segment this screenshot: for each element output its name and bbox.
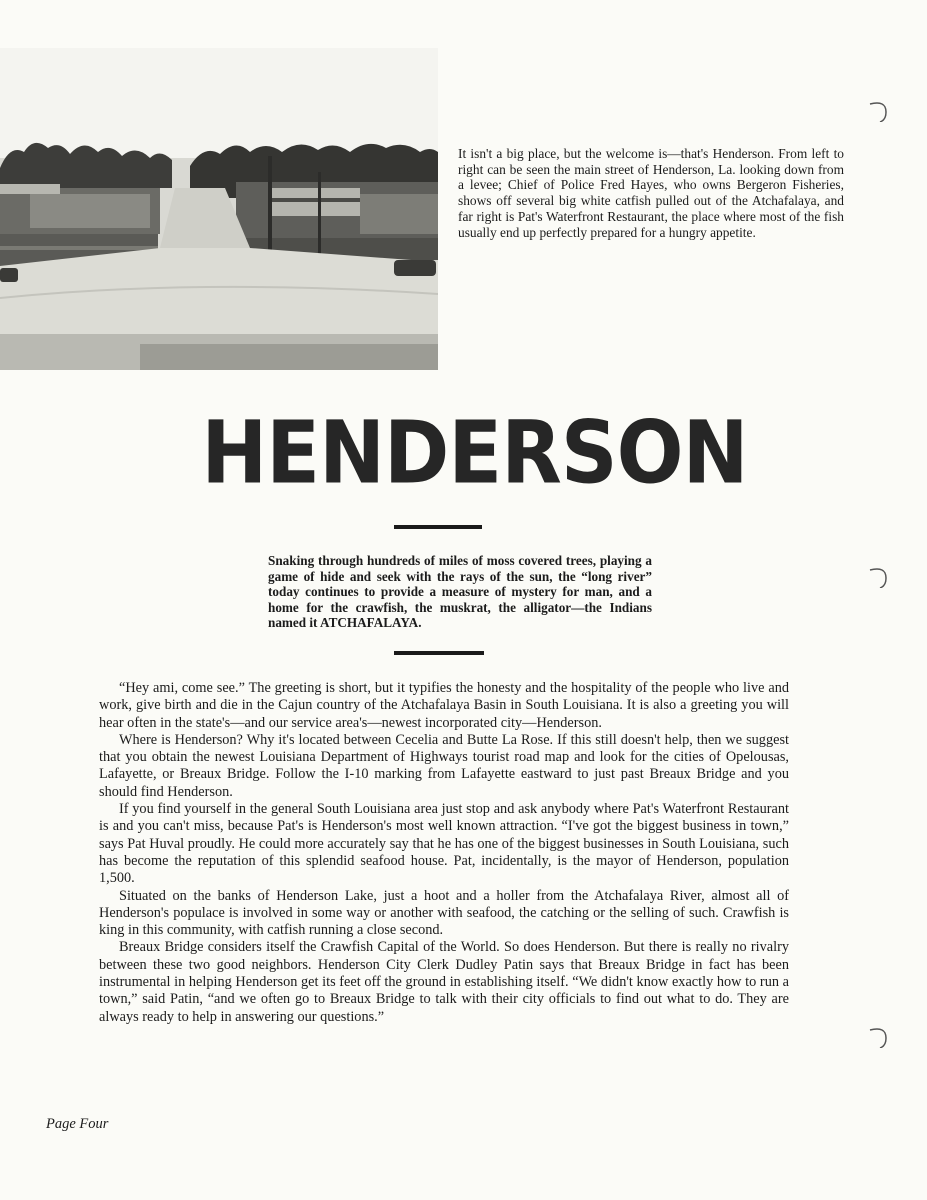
street-photo [0, 48, 438, 370]
binder-hole-icon [868, 1026, 890, 1048]
photo-caption: It isn't a big place, but the welcome is—that's Henderson. From left to right can be seen the main street of Henderson, La. looking down from a levee; Chief of Police Fred Hayes, who owns Bergeron Fisheries, shows off several big white catfish pulled out of the Atchafalaya, and far right is Pat's Waterfront Restaurant, the place where most of the fish usually end up perfectly prepared for a hungry appetite. [458, 146, 844, 240]
binder-hole-icon [868, 566, 890, 588]
body-paragraph: Where is Henderson? Why it's located between Cecelia and Butte La Rose. If this still doesn't help, then we suggest that you obtain the newest Louisiana Department of Highways tourist road map and look for the cities of Opelousas, Lafayette, or Breaux Bridge. Follow the I-10 marking from Lafayette eastward to just past Breaux Bridge and you should find Henderson. [99, 731, 789, 800]
body-paragraph: Breaux Bridge considers itself the Crawfish Capital of the World. So does Henderson. But there is really no rivalry between these two good neighbors. Henderson City Clerk Dudley Patin says that Breaux Bridge in fact has been instrumental in helping Henderson get its feet off the ground in establishing itself. “We didn't know exactly how to run a town,” said Patin, “and we often go to Breaux Bridge to talk with their city officials to find out what to do. They are always ready to help in answering our questions.” [99, 939, 789, 1025]
divider-top [394, 525, 482, 529]
body-paragraph: If you find yourself in the general South Louisiana area just stop and ask anybody where Pat's Waterfront Restaurant is and you can't miss, because Pat's is Henderson's most well known attraction. “I've got the biggest business in town,” says Pat Huval proudly. He could more accurately say that he has one of the biggest businesses in South Louisiana, such has become the reputation of this splendid seafood house. Pat, incidentally, is the mayor of Henderson, population 1,500. [99, 801, 789, 887]
binder-hole-icon [868, 100, 890, 122]
page-title-text: HENDERSON [201, 403, 748, 504]
street-photo-image [0, 48, 438, 370]
page-number: Page Four [46, 1116, 109, 1132]
intro-paragraph: Snaking through hundreds of miles of moss covered trees, playing a game of hide and seek with the rays of the sun, the “long river” today continues to provide a measure of mystery for man, and a home for the crawfish, the muskrat, the alligator—the Indians named it ATCHAFALAYA. [268, 553, 652, 631]
body-paragraph: “Hey ami, come see.” The greeting is short, but it typifies the honesty and the hospitality of the people who live and work, give birth and die in the Cajun country of the Atchafalaya Basin in South Louisiana. It is also a greeting you will hear often in the state's—and our service area's—newest incorporated city—Henderson. [99, 680, 789, 731]
body-paragraph: Situated on the banks of Henderson Lake, just a hoot and a holler from the Atchafalaya River, almost all of Henderson's populace is involved in some way or another with seafood, the catching or the selling of such. Crawfish is king in this community, with catfish running a close second. [99, 887, 789, 939]
article-body [99, 680, 789, 1026]
divider-bottom [394, 651, 484, 655]
page-title [190, 400, 748, 510]
